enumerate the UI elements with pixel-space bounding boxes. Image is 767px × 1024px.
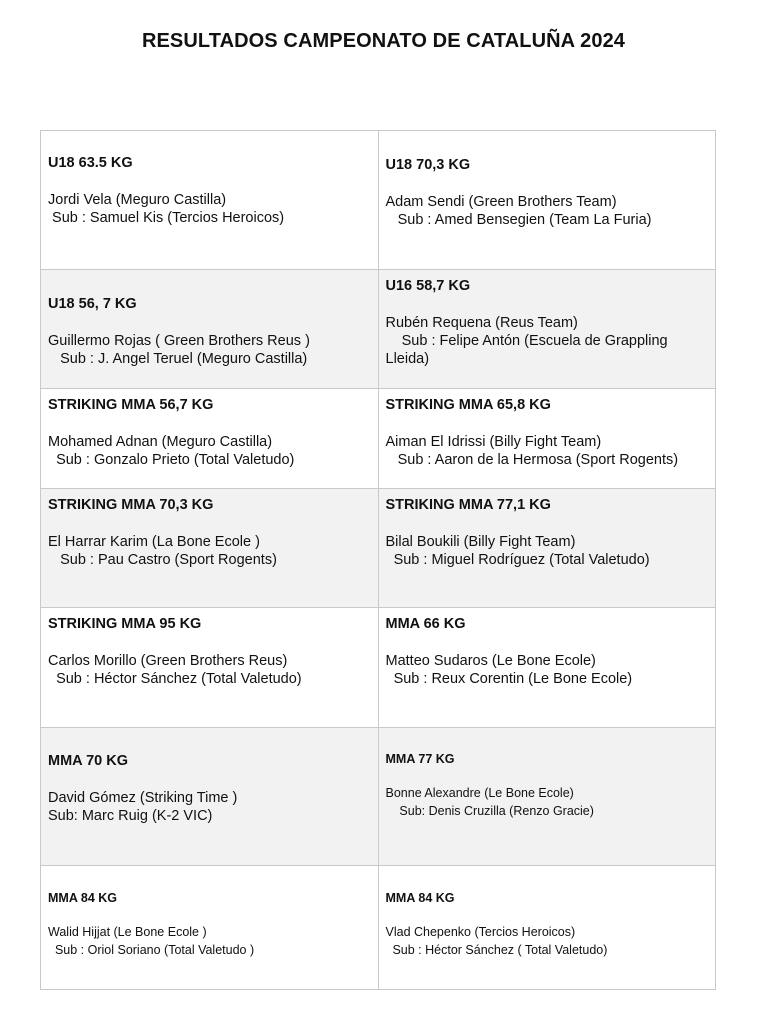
winner-name: Vlad Chepenko (Tercios Heroicos): [385, 925, 576, 939]
table-cell: [41, 489, 379, 608]
category-heading: STRIKING MMA 56,7 KG: [48, 397, 214, 413]
table-cell: [378, 608, 716, 728]
substitute-name: Sub : Oriol Soriano (Total Valetudo ): [48, 943, 255, 957]
winner-name: Mohamed Adnan (Meguro Castilla): [48, 434, 273, 450]
category-heading: STRIKING MMA 65,8 KG: [385, 397, 551, 413]
winner-name: Jordi Vela (Meguro Castilla): [48, 192, 227, 208]
results-table: [40, 130, 716, 990]
category-heading: MMA 84 KG: [48, 891, 117, 905]
table-cell: [41, 728, 379, 866]
winner-name: Matteo Sudaros (Le Bone Ecole): [385, 653, 596, 669]
category-heading: STRIKING MMA 70,3 KG: [48, 497, 214, 513]
table-row: [41, 489, 716, 608]
winner-name: Aiman El Idrissi (Billy Fight Team): [385, 434, 602, 450]
page-title: RESULTADOS CAMPEONATO DE CATALUÑA 2024: [141, 30, 626, 52]
substitute-name: Sub: Denis Cruzilla (Renzo Gracie): [385, 804, 594, 818]
winner-name: Bonne Alexandre (Le Bone Ecole): [385, 786, 574, 800]
substitute-name: Sub : Héctor Sánchez ( Total Valetudo): [385, 943, 608, 957]
table-row: [41, 728, 716, 866]
substitute-name: Sub : Gonzalo Prieto (Total Valetudo): [48, 452, 295, 468]
winner-name: Bilal Boukili (Billy Fight Team): [385, 534, 576, 550]
category-heading: STRIKING MMA 95 KG: [48, 616, 202, 632]
category-heading: MMA 70 KG: [48, 753, 129, 769]
winner-name: Walid Hijjat (Le Bone Ecole ): [48, 925, 207, 939]
winner-name: Adam Sendi (Green Brothers Team): [385, 194, 617, 210]
winner-name: Guillermo Rojas ( Green Brothers Reus ): [48, 333, 310, 349]
category-heading: U16 58,7 KG: [385, 278, 471, 294]
table-cell: [41, 131, 379, 270]
category-heading: MMA 84 KG: [385, 891, 455, 905]
table-row: [41, 866, 716, 990]
winner-name: David Gómez (Striking Time ): [48, 790, 238, 806]
substitute-name: Sub : Aaron de la Hermosa (Sport Rogents): [385, 452, 679, 468]
table-cell: [378, 866, 716, 990]
table-cell: [378, 389, 716, 489]
category-heading: MMA 77 KG: [385, 752, 455, 766]
category-heading: U18 63.5 KG: [48, 155, 133, 171]
substitute-name: Sub : Miguel Rodríguez (Total Valetudo): [385, 552, 650, 568]
table-row: [41, 608, 716, 728]
substitute-name: Sub : J. Angel Teruel (Meguro Castilla): [48, 351, 308, 367]
substitute-name: Sub : Reux Corentin (Le Bone Ecole): [385, 671, 633, 687]
table-cell: [41, 389, 379, 489]
table-cell: [378, 270, 716, 389]
substitute-name: Sub : Samuel Kis (Tercios Heroicos): [48, 210, 285, 226]
table-row: [41, 131, 716, 270]
substitute-name: Sub : Héctor Sánchez (Total Valetudo): [48, 671, 302, 687]
table-row: [41, 389, 716, 489]
substitute-name: Sub : Pau Castro (Sport Rogents): [48, 552, 277, 568]
winner-name: Carlos Morillo (Green Brothers Reus): [48, 653, 288, 669]
table-cell: [378, 131, 716, 270]
winner-name: El Harrar Karim (La Bone Ecole ): [48, 534, 260, 550]
table-cell: [378, 728, 716, 866]
table-cell: [41, 608, 379, 728]
table-cell: [41, 270, 379, 389]
table-cell: [41, 866, 379, 990]
table-cell: [378, 489, 716, 608]
substitute-name: Sub : Amed Bensegien (Team La Furia): [385, 212, 652, 228]
category-heading: STRIKING MMA 77,1 KG: [385, 497, 551, 513]
substitute-name: Sub: Marc Ruig (K-2 VIC): [48, 808, 213, 824]
table-row: [41, 270, 716, 389]
category-heading: U18 56, 7 KG: [48, 296, 137, 312]
category-heading: U18 70,3 KG: [385, 157, 471, 173]
winner-name: Rubén Requena (Reus Team): [385, 315, 578, 331]
substitute-name: Sub : Felipe Antón (Escuela de Grappling Lleida): [385, 333, 672, 367]
category-heading: MMA 66 KG: [385, 616, 466, 632]
